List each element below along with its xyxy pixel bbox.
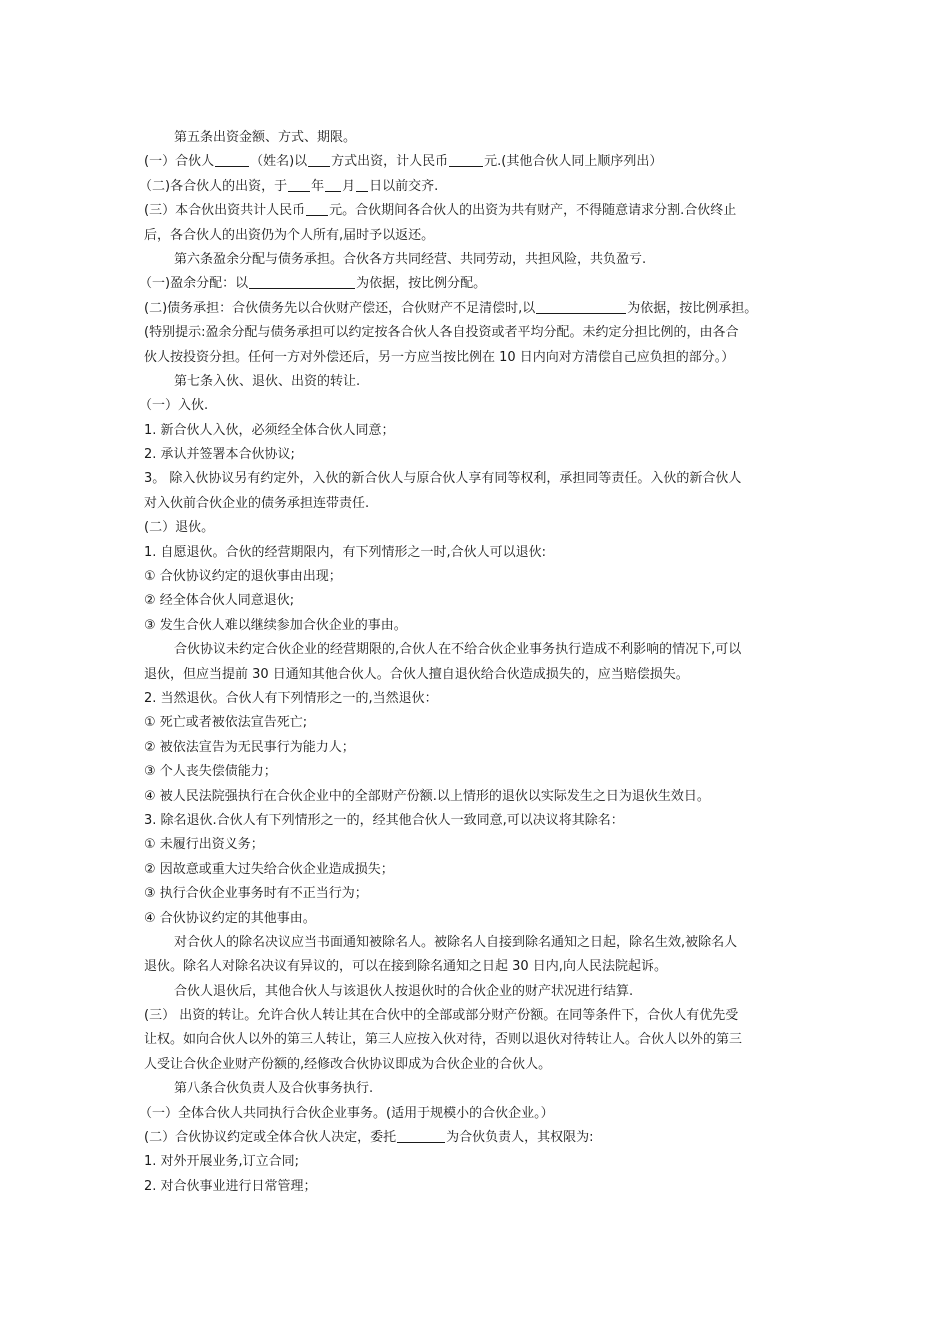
fill-in-blank: [249, 274, 355, 289]
text-line: ④ 合伙协议约定的其他事由。: [144, 910, 316, 926]
text-line: 合伙人退伙后，其他合伙人与该退伙人按退伙时的合伙企业的财产状况进行结算.: [174, 983, 634, 999]
text-line: 第七条入伙、退伙、出资的转让.: [174, 373, 361, 389]
text-segment: 日以前交齐.: [369, 178, 439, 194]
text-line: (二）退伙。: [144, 520, 215, 536]
text-line: 1. 对外开展业务,订立合同;: [144, 1154, 300, 1170]
fill-in-blank: [306, 201, 328, 216]
fill-in-blank: [449, 152, 483, 167]
text-line: （一）入伙.: [139, 398, 209, 414]
text-segment: （一)盈余分配：以: [139, 276, 249, 292]
text-segment: 为依据，按比例承担。: [627, 300, 758, 316]
text-segment: (三）本合伙出资共计人民币: [144, 203, 306, 219]
text-line: （一）全体合伙人共同执行合伙企业事务。(适用于规模小的合伙企业。）: [139, 1105, 554, 1121]
text-line: ③ 发生合伙人难以继续参加合伙企业的事由。: [144, 617, 407, 633]
text-line: ② 经全体合伙人同意退伙;: [144, 593, 295, 609]
fill-in-blank: [325, 177, 341, 192]
text-line: [0, 297, 950, 321]
text-segment: 元。合伙期间各合伙人的出资为共有财产，不得随意请求分割.合伙终止: [329, 203, 737, 219]
text-line: ③ 执行合伙企业事务时有不正当行为；: [144, 886, 368, 902]
fill-in-blank: [536, 299, 626, 314]
text-line: (三） 出资的转让。允许合伙人转让其在合伙中的全部或部分财产份额。在同等条件下，合伙人有优先受: [144, 1008, 739, 1024]
text-line: [0, 1126, 950, 1150]
text-line: [0, 175, 950, 199]
text-line: 退伙。除名人对除名决议有异议的，可以在接到除名通知之日起 30 日内,向人民法院起诉。: [144, 959, 667, 975]
fill-in-blank: [356, 177, 368, 192]
fill-in-blank: [397, 1128, 445, 1143]
text-line: 第八条合伙负责人及合伙事务执行.: [174, 1081, 374, 1097]
text-line: 对入伙前合伙企业的债务承担连带责任.: [144, 495, 370, 511]
text-line: 2. 当然退伙。合伙人有下列情形之一的,当然退伙：: [144, 690, 438, 706]
text-segment: 年: [311, 178, 325, 194]
text-line: ① 死亡或者被依法宣告死亡;: [144, 715, 308, 731]
text-segment: 为合伙负责人，其权限为:: [446, 1130, 594, 1146]
text-line: 2. 对合伙事业进行日常管理；: [144, 1178, 317, 1194]
text-line: 退伙，但应当提前 30 日通知其他合伙人。合伙人擅自退伙给合伙造成损失的，应当赔偿损失。: [144, 666, 689, 682]
text-segment: 方式出资，计人民币: [331, 154, 449, 170]
text-line: 第五条出资金额、方式、期限。: [174, 130, 357, 145]
text-line: 2. 承认并签署本合伙协议;: [144, 447, 295, 463]
text-segment: 元.(其他合伙人同上顺序列出）: [484, 154, 663, 170]
text-line: 合伙协议未约定合伙企业的经营期限的,合伙人在不给合伙企业事务执行造成不利影响的情况下,可以: [174, 642, 742, 658]
text-line: ④ 被人民法院强执行在合伙企业中的全部财产份额.以上情形的退伙以实际发生之日为退伙生效日。: [144, 788, 710, 804]
text-line: 对合伙人的除名决议应当书面通知被除名人。被除名人自接到除名通知之日起，除名生效,被除名人: [174, 934, 738, 950]
text-line: 3. 除名退伙.合伙人有下列情形之一的，经其他合伙人一致同意,可以决议将其除名：: [144, 812, 624, 828]
text-line: ① 未履行出资义务；: [144, 837, 264, 853]
document-body: [0, 126, 950, 1199]
text-line: 第六条盈余分配与债务承担。合伙各方共同经营、共同劳动，共担风险，共负盈亏.: [174, 251, 647, 267]
text-segment: 为依据，按比例分配。: [356, 276, 487, 292]
text-line: [0, 199, 950, 223]
text-line: [0, 150, 950, 174]
fill-in-blank: [288, 177, 310, 192]
fill-in-blank: [215, 152, 249, 167]
text-segment: （姓名)以: [250, 154, 308, 170]
fill-in-blank: [308, 152, 330, 167]
text-segment: 月: [342, 178, 356, 194]
text-line: ③ 个人丧失偿债能力；: [144, 764, 277, 780]
text-line: 人受让合伙企业财产份额的,经修改合伙协议即成为合伙企业的合伙人。: [144, 1056, 552, 1072]
text-line: ② 被依法宣告为无民事行为能力人；: [144, 739, 355, 755]
text-line: 伙人按投资分担。任何一方对外偿还后，另一方应当按比例在 10 日内向对方清偿自己应负担的部分。）: [144, 349, 735, 365]
text-line: 后，各合伙人的出资仍为个人所有,届时予以返还。: [144, 227, 435, 243]
text-line: 3。 除入伙协议另有约定外，入伙的新合伙人与原合伙人享有同等权利，承担同等责任。入伙的新合伙人: [144, 471, 742, 487]
text-line: ② 因故意或重大过失给合伙企业造成损失；: [144, 861, 394, 877]
text-segment: (一）合伙人: [144, 154, 215, 170]
text-line: ① 合伙协议约定的退伙事由出现；: [144, 569, 342, 585]
text-line: 1. 自愿退伙。合伙的经营期限内，有下列情形之一时,合伙人可以退伙:: [144, 544, 547, 560]
text-line: (特别提示:盈余分配与债务承担可以约定按各合伙人各自投资或者平均分配。未约定分担比例的，由各合: [144, 325, 739, 341]
text-segment: （二)各合伙人的出资，于: [139, 178, 288, 194]
text-line: 让权。如向合伙人以外的第三人转让，第三人应按入伙对待，否则以退伙对待转让人。合伙人以外的第三: [144, 1032, 743, 1048]
text-line: 1. 新合伙人入伙，必须经全体合伙人同意；: [144, 422, 395, 438]
text-segment: (二）合伙协议约定或全体合伙人决定，委托: [144, 1130, 397, 1146]
text-line: [0, 272, 950, 296]
text-segment: (二)债务承担：合伙债务先以合伙财产偿还，合伙财产不足清偿时,以: [144, 300, 536, 316]
